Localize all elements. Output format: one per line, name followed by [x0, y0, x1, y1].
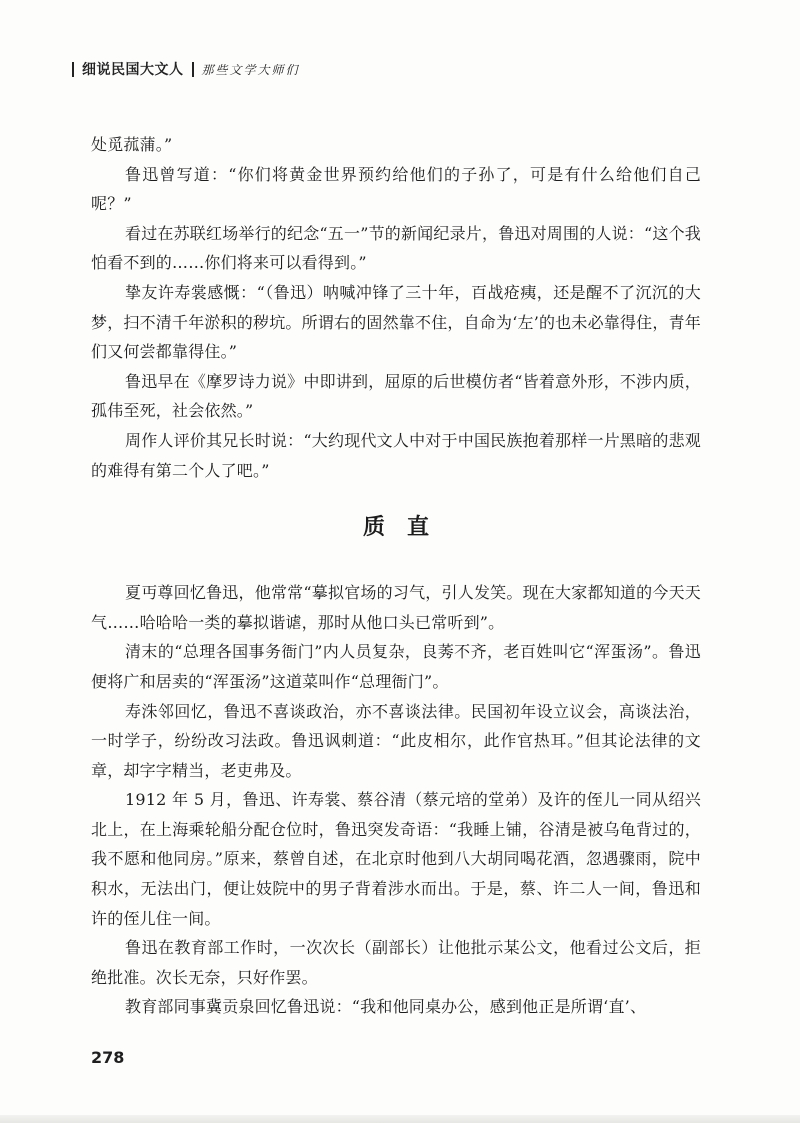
page-number: 278	[91, 1048, 125, 1067]
paragraph: 看过在苏联红场举行的纪念“五一”节的新闻纪录片，鲁迅对周围的人说：“这个我怕看不到的……你们将来可以看得到。”	[91, 223, 701, 273]
paragraph: 鲁迅曾写道：“你们将黄金世界预约给他们的子孙了，可是有什么给他们自己呢？”	[91, 164, 701, 214]
paragraph: 清末的“总理各国事务衙门”内人员复杂，良莠不齐，老百姓叫它“浑蛋汤”。鲁迅便将广和居卖的“浑蛋汤”这道菜叫作“总理衙门”。	[91, 642, 701, 691]
body-text	[91, 130, 701, 1022]
paragraph: 鲁迅在教育部工作时，一次次长（副部长）让他批示某公文，他看过公文后，拒绝批准。次长无奈，只好作罢。	[91, 938, 701, 987]
paragraph: 处觅菰蒲。”	[91, 135, 173, 154]
paragraph: 教育部同事冀贡泉回忆鲁迅说：“我和他同桌办公，感到他正是所谓‘直’、	[125, 997, 647, 1017]
book-title: 细说民国大文人	[82, 62, 184, 78]
paragraph: 夏丏尊回忆鲁迅，他常常“摹拟官场的习气，引人发笑。现在大家都知道的今天天气……哈哈哈一类的摹拟谐谑，那时从他口头已常听到”。	[91, 583, 701, 632]
header-divider-left	[72, 62, 74, 77]
page-bottom-edge	[0, 1115, 800, 1123]
section-title: 那些文学大师们	[201, 62, 300, 77]
section-heading: 质直	[362, 514, 451, 541]
paragraph: 寿洙邻回忆，鲁迅不喜谈政治，亦不喜谈法律。民国初年设立议会，高谈法治，一时学子，纷纷改习法政。鲁迅讽刺道：“此皮相尔，此作官热耳。”但其论法律的文章，却字字精当，老吏弗及。	[91, 701, 701, 780]
header-divider-middle	[192, 62, 194, 77]
paragraph: 鲁迅早在《摩罗诗力说》中即讲到，屈原的后世模仿者“皆着意外形，不涉内质，孤伟至死，社会依然。”	[91, 371, 701, 421]
paragraph: 1912 年 5 月，鲁迅、许寿裳、蔡谷清（蔡元培的堂弟）及许的侄儿一同从绍兴北上，在上海乘轮船分配仓位时，鲁迅突发奇语：“我睡上铺，谷清是被乌龟背过的，我不愿和他同房。”原来，蔡曾自述，在北京时他到八大胡同喝花酒，忽遇骤雨，院中积水，无法出门，便让妓院中的男子背着涉水而出。于是，蔡、许二人一间，鲁迅和许的侄儿住一间。	[91, 790, 701, 928]
paragraph: 周作人评价其兄长时说：“大约现代文人中对于中国民族抱着那样一片黑暗的悲观的难得有第二个人了吧。”	[91, 430, 701, 480]
paragraph: 挚友许寿裳感慨：“（鲁迅）呐喊冲锋了三十年，百战疮痍，还是醒不了沉沉的大梦，扫不清千年淤积的秽坑。所谓右的固然靠不住，自命为‘左’的也未必靠得住，青年们又何尝都靠得住。”	[91, 282, 701, 362]
running-header	[64, 58, 300, 80]
